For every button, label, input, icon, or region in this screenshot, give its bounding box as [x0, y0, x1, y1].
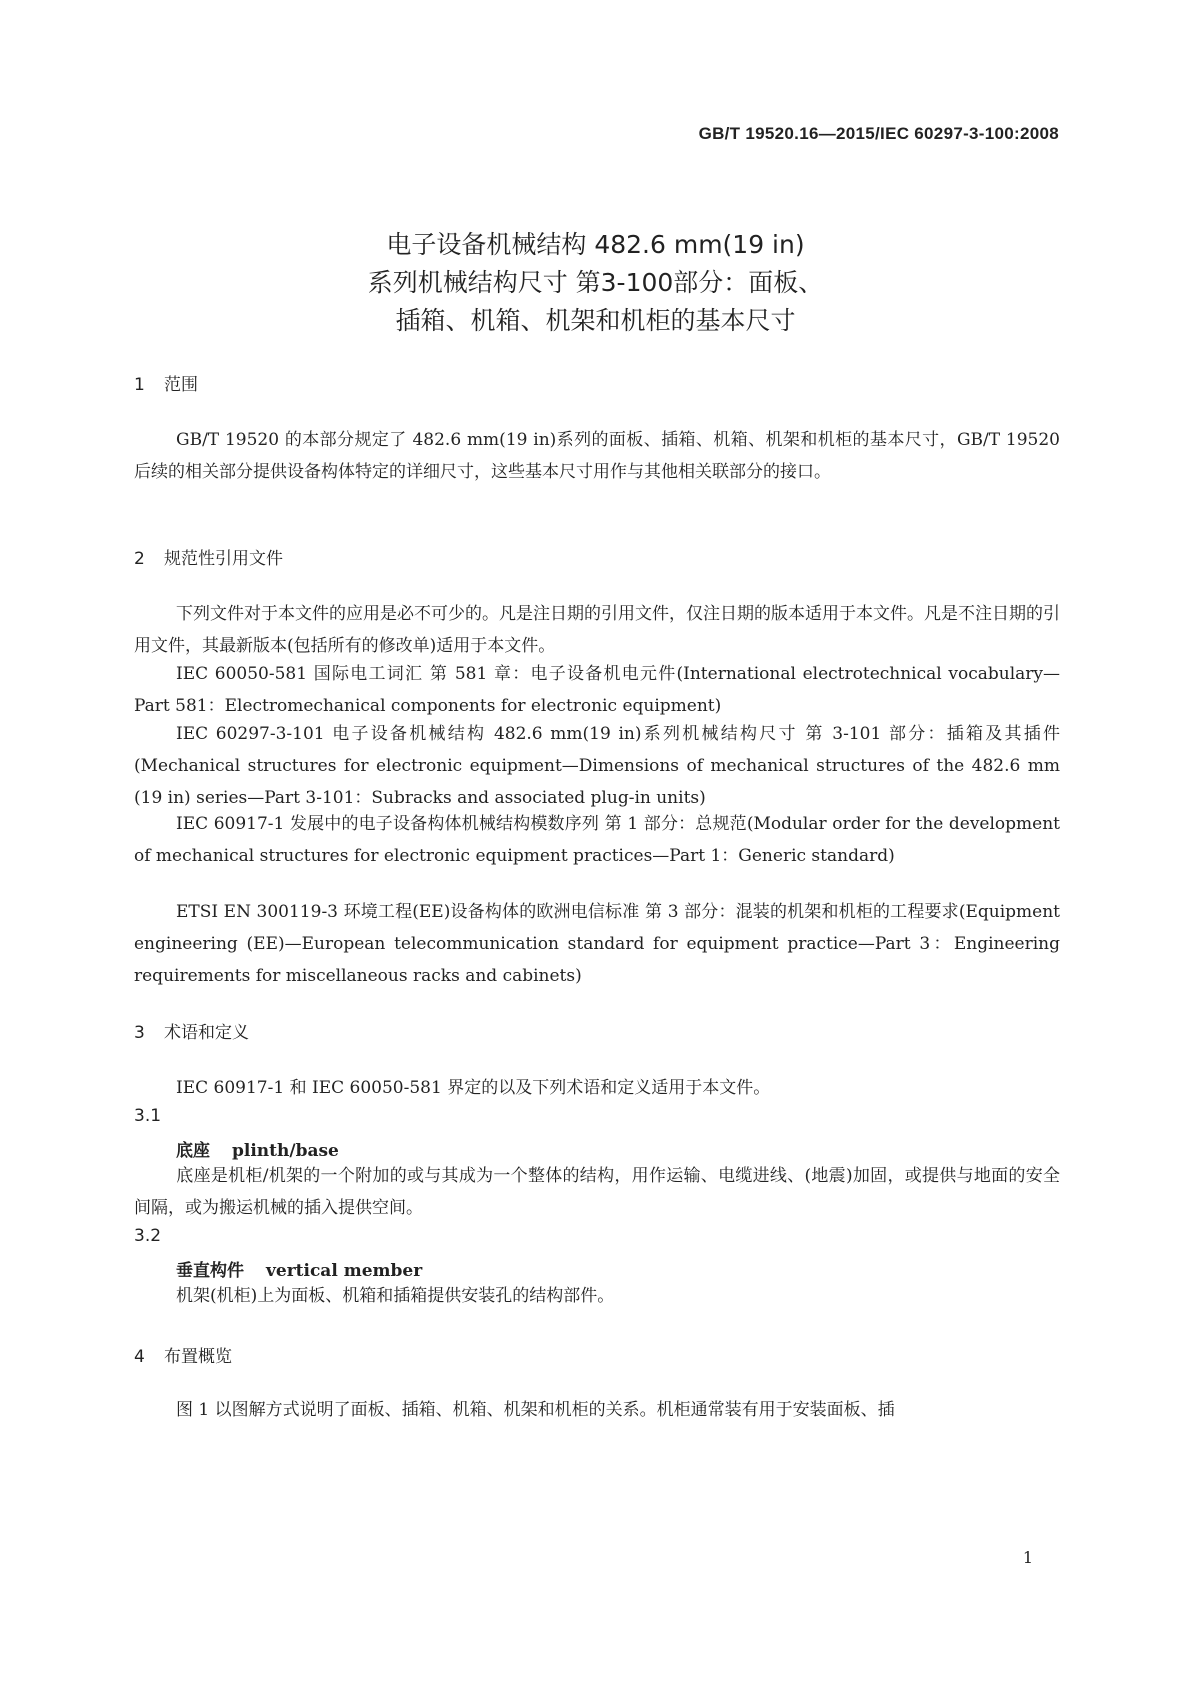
- term-zh: 底座: [176, 1141, 210, 1161]
- term-heading: [176, 1256, 422, 1281]
- section-1-heading: [134, 370, 198, 395]
- title-line-2: 系列机械结构尺寸 第3-100部分：面板、: [367, 268, 824, 297]
- section-number: 1: [134, 375, 145, 395]
- reference-item: IEC 60050-581 国际电工词汇 第 581 章：电子设备机电元件(International electrotechnical vocabulary—Part 581：Electromechanical components for electronic equipment): [134, 664, 1060, 716]
- scope-paragraph: GB/T 19520 的本部分规定了 482.6 mm(19 in)系列的面板、插箱、机箱、机架和机柜的基本尺寸，GB/T 19520 后续的相关部分提供设备构体特定的详细尺寸，这些基本尺寸用作与其他相关联部分的接口。: [134, 430, 1060, 482]
- section-number: 4: [134, 1347, 145, 1367]
- page-number: 1: [1022, 1548, 1033, 1567]
- section-title: 布置概览: [164, 1347, 232, 1367]
- title-line-1: 电子设备机械结构 482.6 mm(19 in): [386, 230, 805, 259]
- section-number: 3: [134, 1023, 145, 1043]
- section-3-heading: [134, 1018, 249, 1043]
- term-definition: 机架(机柜)上为面板、机箱和插箱提供安装孔的结构部件。: [176, 1286, 615, 1306]
- term-definition: 底座是机柜/机架的一个附加的或与其成为一个整体的结构，用作运输、电缆进线、(地震)加固，或提供与地面的安全间隔，或为搬运机械的插入提供空间。: [134, 1166, 1060, 1218]
- section-2-heading: [134, 544, 283, 569]
- reference-item: IEC 60297-3-101 电子设备机械结构 482.6 mm(19 in)系列机械结构尺寸 第 3-101 部分：插箱及其插件(Mechanical structures for electronic equipment—Dimensions of mechanical structures of the 482.6 mm (19 in) series—Part 3-101：Subracks and associated plug-in units): [134, 724, 1060, 808]
- overview-paragraph: 图 1 以图解方式说明了面板、插箱、机箱、机架和机柜的关系。机柜通常装有用于安装面板、插: [176, 1400, 895, 1420]
- section-title: 范围: [164, 375, 198, 395]
- term-zh: 垂直构件: [176, 1261, 244, 1281]
- term-heading: [176, 1136, 339, 1161]
- terms-intro: IEC 60917-1 和 IEC 60050-581 界定的以及下列术语和定义适用于本文件。: [176, 1078, 771, 1098]
- references-intro: 下列文件对于本文件的应用是必不可少的。凡是注日期的引用文件，仅注日期的版本适用于本文件。凡是不注日期的引用文件，其最新版本(包括所有的修改单)适用于本文件。: [134, 604, 1060, 656]
- term-en: vertical member: [266, 1261, 423, 1281]
- term-number: 3.2: [134, 1226, 162, 1246]
- document-title: [0, 226, 1191, 340]
- reference-item: IEC 60917-1 发展中的电子设备构体机械结构模数序列 第 1 部分：总规范(Modular order for the development of mechanical structures for electronic equipment practices—Part 1：Generic standard): [134, 814, 1060, 866]
- term-number: 3.1: [134, 1106, 162, 1126]
- reference-item: ETSI EN 300119-3 环境工程(EE)设备构体的欧洲电信标准 第 3 部分：混装的机架和机柜的工程要求(Equipment engineering (EE)—European telecommunication standard for equipment practice—Part 3：Engineering requirements for miscellaneous racks and cabinets): [134, 902, 1060, 986]
- section-title: 规范性引用文件: [164, 549, 283, 569]
- term-en: plinth/base: [232, 1141, 339, 1161]
- section-title: 术语和定义: [164, 1023, 249, 1043]
- standard-code-header: GB/T 19520.16—2015/IEC 60297-3-100:2008: [698, 124, 1059, 143]
- section-number: 2: [134, 549, 145, 569]
- section-4-heading: [134, 1342, 232, 1367]
- title-line-3: 插箱、机箱、机架和机柜的基本尺寸: [395, 306, 796, 335]
